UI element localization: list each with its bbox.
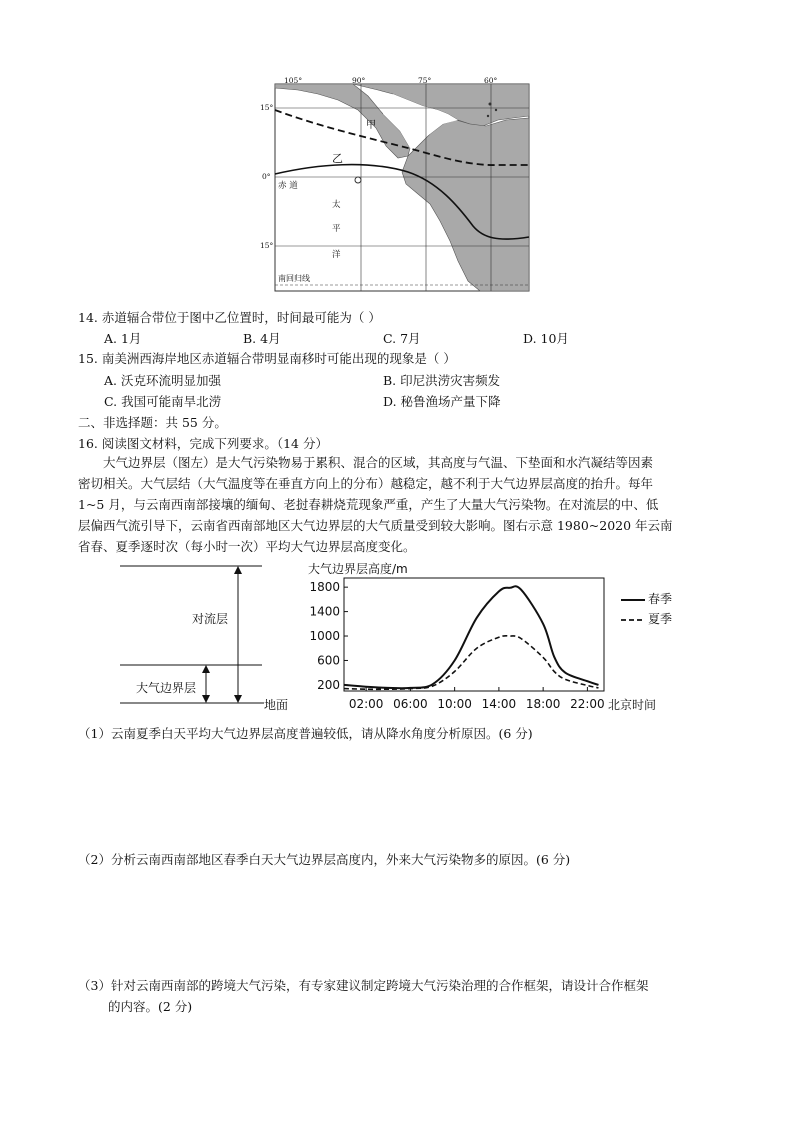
boundary-height-chart <box>302 556 682 716</box>
q16-sub1: （1）云南夏季白天平均大气边界层高度普遍较低，请从降水角度分析原因。(6 分) <box>78 726 533 741</box>
q14-option-c: C. 7月 <box>383 331 421 346</box>
boundary-layer-label: 大气边界层 <box>136 681 197 695</box>
label-yi: 乙 <box>332 152 343 165</box>
chart-y-axis-label: 大气边界层高度/m <box>308 562 408 576</box>
lat-label-15n: 15° <box>260 103 274 112</box>
q16-sub2: （2）分析云南西南部地区春季白天大气边界层高度内，外来大气污染物多的原因。(6 分) <box>78 852 571 867</box>
series-line-1 <box>344 636 599 690</box>
chart-legend <box>620 590 700 632</box>
q15-option-b: B. 印尼洪涝灾害频发 <box>383 373 501 388</box>
lat-label-15s: 15° <box>260 241 274 250</box>
q15-option-d: D. 秘鲁渔场产量下降 <box>383 394 501 409</box>
chart-plot-frame <box>344 578 604 691</box>
map-figure <box>258 76 536 298</box>
q14-stem: 14. 赤道辐合带位于图中乙位置时，时间最可能为（ ） <box>78 310 381 325</box>
legend-spring: 春季 <box>648 592 673 606</box>
troposphere-label: 对流层 <box>192 612 229 626</box>
lon-label-75: 75° <box>418 76 432 85</box>
lon-label-60: 60° <box>484 76 498 85</box>
x-tick-label: 14:00 <box>481 697 517 711</box>
label-jia: 甲 <box>366 120 376 131</box>
y-tick-label: 1000 <box>309 629 340 644</box>
label-ping: 平 <box>332 224 341 234</box>
q16-material <box>78 452 718 557</box>
q14-option-b: B. 4月 <box>243 331 281 346</box>
y-tick-label: 200 <box>317 677 340 692</box>
x-tick-label: 06:00 <box>393 697 428 711</box>
y-tick-label: 1400 <box>309 604 340 619</box>
q16-paragraph-line-1: 大气边界层（图左）是大气污染物易于累积、混合的区域，其高度与气温、下垫面和水汽凝结等因素 <box>103 455 654 470</box>
q16-stem: 16. 阅读图文材料，完成下列要求。（14 分） <box>78 436 328 451</box>
q16-paragraph-line-2: 密切相关。大气层结（大气温度等在垂直方向上的分布）越稳定，越不利于大气边界层高度的抬升。每年 <box>78 476 654 491</box>
lat-label-0: 0° <box>262 172 271 181</box>
label-equator: 赤 道 <box>278 181 298 191</box>
x-tick-label: 10:00 <box>437 697 472 711</box>
section-2-heading: 二、非选择题：共 55 分。 <box>78 415 227 430</box>
q16-paragraph-line-4: 层偏西气流引导下，云南省西南部地区大气边界层的大气质量受到较大影响。图右示意 1980~2020 年云南 <box>78 518 673 533</box>
x-tick-label: 02:00 <box>348 697 384 711</box>
label-tropic-capricorn: 南回归线 <box>278 274 310 283</box>
x-tick-label: 18:00 <box>525 697 561 711</box>
q15-stem: 15. 南美洲西海岸地区赤道辐合带明显南移时可能出现的现象是（ ） <box>78 351 456 366</box>
y-tick-label: 600 <box>317 653 340 668</box>
x-tick-label: 22:00 <box>570 697 605 711</box>
q14-option-d: D. 10月 <box>523 331 569 346</box>
q15-option-a: A. 沃克环流明显加强 <box>104 373 221 388</box>
y-tick-label: 1800 <box>309 580 340 595</box>
lon-label-105: 105° <box>284 76 303 85</box>
chart-svg <box>302 556 682 716</box>
q14-option-a: A. 1月 <box>104 331 142 346</box>
label-yang: 洋 <box>332 250 341 260</box>
q15-option-c: C. 我国可能南旱北涝 <box>104 394 222 409</box>
q16-paragraph-line-5: 省春、夏季逐时次（每小时一次）平均大气边界层高度变化。 <box>78 539 416 554</box>
boundary-layer-figure <box>112 560 302 710</box>
chart-x-axis-label: 北京时间 <box>608 698 657 712</box>
q16-paragraph-line-3: 1~5 月，与云南西南部接壤的缅甸、老挝春耕烧荒现象严重，产生了大量大气污染物。在对流层的中、低 <box>78 497 659 512</box>
series-line-0 <box>344 586 599 688</box>
legend-summer: 夏季 <box>648 612 673 626</box>
lon-label-90: 90° <box>352 76 366 85</box>
label-tai: 太 <box>332 200 341 210</box>
q16-sub3-line1: （3）针对云南西南部的跨境大气污染，有专家建议制定跨境大气污染治理的合作框架，请设计合作框架 <box>78 978 649 993</box>
q16-sub3-line2: 的内容。(2 分) <box>108 999 193 1014</box>
ground-label: 地面 <box>264 698 289 712</box>
